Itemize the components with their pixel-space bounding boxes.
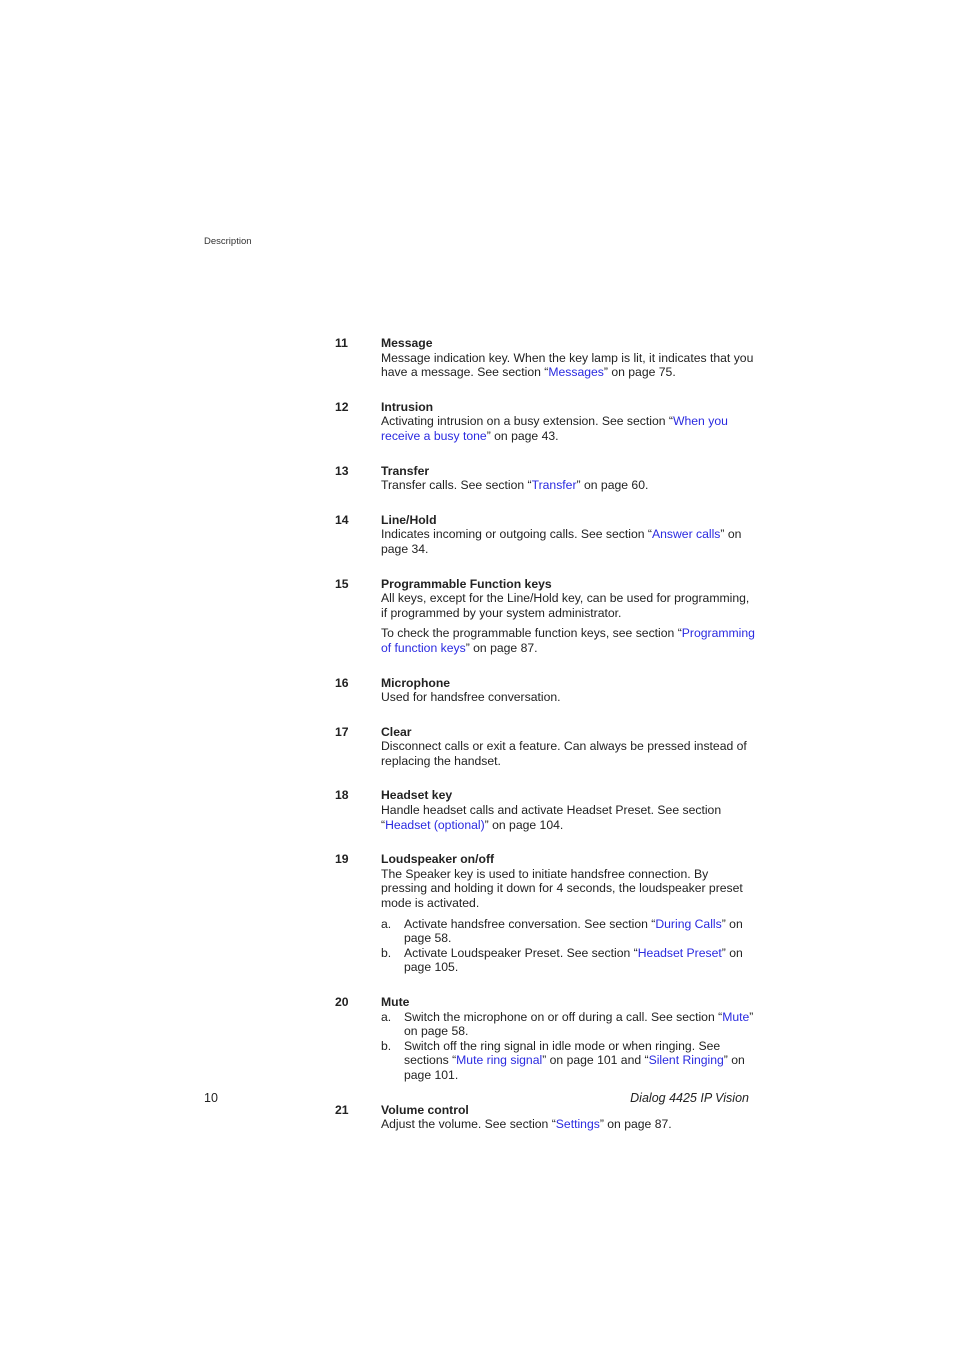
key-item [335, 995, 755, 1083]
sub-step [381, 1010, 755, 1039]
key-description [381, 803, 755, 832]
key-title: Clear [381, 724, 412, 739]
key-item [335, 788, 755, 832]
body-text: ” on page 101. [404, 1053, 745, 1082]
body-text: ” on page 87. [465, 640, 538, 655]
key-description [381, 414, 755, 443]
key-title: Message [381, 336, 433, 350]
key-item [335, 336, 755, 380]
cross-reference-link[interactable]: Messages [548, 365, 604, 380]
sub-step [381, 946, 755, 975]
page-number: 10 [204, 1091, 218, 1105]
body-text: ” on page 105. [404, 945, 743, 975]
cross-reference-link[interactable]: During Calls [655, 916, 722, 931]
body-text: Handle headset calls and activate Headset Preset. See section “ [381, 803, 722, 832]
cross-reference-link[interactable]: Headset Preset [637, 945, 722, 960]
key-description [381, 478, 755, 493]
key-number: 17 [335, 724, 349, 739]
cross-reference-link[interactable]: Mute ring signal [456, 1053, 543, 1068]
key-item [335, 464, 755, 493]
key-number: 19 [335, 852, 349, 867]
key-description [381, 867, 755, 911]
cross-reference-link[interactable]: Settings [555, 1117, 600, 1132]
key-item [335, 400, 755, 444]
body-text: Used for handsfree conversation. [381, 690, 561, 705]
key-number: 12 [335, 399, 349, 414]
key-title: Line/Hold [381, 512, 437, 527]
sub-step [381, 1039, 755, 1083]
body-text: Activate Loudspeaker Preset. See section “ [404, 945, 638, 960]
key-number: 13 [335, 463, 349, 478]
cross-reference-link[interactable]: When you receive a busy tone [381, 414, 728, 443]
key-number: 14 [335, 512, 349, 527]
sub-step [381, 917, 755, 946]
cross-reference-link[interactable]: Headset (optional) [385, 817, 485, 832]
key-title: Transfer [381, 463, 430, 478]
key-description [381, 591, 755, 620]
body-text: ” on page 104. [484, 817, 564, 832]
cross-reference-link[interactable]: Mute [722, 1009, 750, 1024]
body-text: The Speaker key is used to initiate handsfree connection. By pressing and holding it down for 4 seconds, the loudspeaker preset mode is activated. [381, 866, 743, 911]
sub-step-label: a. [381, 1009, 392, 1024]
body-text: ” on page 58. [404, 916, 743, 946]
key-description [381, 626, 755, 655]
sub-step-list [381, 917, 755, 975]
key-item [335, 1103, 755, 1132]
body-text: Adjust the volume. See section “ [381, 1117, 556, 1132]
body-text: Message indication key. When the key lamp is lit, it indicates that you have a message. See section “ [381, 350, 754, 380]
sub-step-list [381, 1010, 755, 1083]
key-title: Mute [381, 995, 410, 1009]
key-description [381, 690, 755, 705]
key-title: Volume control [381, 1102, 469, 1117]
key-description-list [335, 336, 755, 1132]
body-text: Disconnect calls or exit a feature. Can always be pressed instead of replacing the handset. [381, 739, 747, 768]
key-item [335, 513, 755, 557]
key-description [381, 739, 755, 768]
cross-reference-link[interactable]: Transfer [531, 478, 577, 493]
sub-step-label: b. [381, 945, 392, 960]
key-item [335, 577, 755, 656]
key-description [381, 351, 755, 380]
body-text: Activating intrusion on a busy extension. See section “ [381, 414, 673, 429]
key-description [381, 527, 755, 556]
key-item [335, 852, 755, 975]
cross-reference-link[interactable]: Silent Ringing [648, 1053, 724, 1068]
key-number: 21 [335, 1102, 349, 1117]
body-text: ” on page 101 and “ [542, 1053, 649, 1068]
sub-step-label: b. [381, 1038, 392, 1053]
key-number: 11 [335, 336, 348, 350]
key-title: Headset key [381, 788, 453, 803]
body-text: ” on page 43. [486, 428, 559, 443]
running-header: Description [204, 236, 252, 247]
key-description [381, 1117, 755, 1132]
product-name: Dialog 4425 IP Vision [630, 1091, 749, 1105]
body-text: Indicates incoming or outgoing calls. See section “ [381, 527, 652, 542]
key-title: Programmable Function keys [381, 576, 552, 591]
key-title: Loudspeaker on/off [381, 852, 495, 867]
sub-step-label: a. [381, 916, 392, 931]
body-text: ” on page 60. [576, 478, 649, 493]
key-number: 16 [335, 675, 349, 690]
body-text: All keys, except for the Line/Hold key, can be used for programming, if programmed by your system administrator. [381, 591, 750, 620]
body-text: Transfer calls. See section “ [381, 478, 532, 493]
key-item [335, 725, 755, 769]
body-text: To check the programmable function keys, see section “ [381, 626, 682, 641]
body-text: Switch the microphone on or off during a call. See section “ [404, 1009, 723, 1024]
body-text: ” on page 58. [404, 1009, 754, 1039]
body-text: ” on page 87. [599, 1117, 672, 1132]
key-number: 18 [335, 788, 349, 803]
body-text: ” on page 75. [603, 365, 676, 380]
cross-reference-link[interactable]: Answer calls [651, 527, 721, 542]
cross-reference-link[interactable]: Programming of function keys [381, 626, 755, 655]
key-title: Microphone [381, 675, 451, 690]
key-number: 20 [335, 995, 349, 1009]
body-text: ” on page 34. [381, 527, 742, 556]
key-item [335, 676, 755, 705]
key-title: Intrusion [381, 399, 434, 414]
body-text: Switch off the ring signal in idle mode or when ringing. See sections “ [404, 1038, 721, 1068]
key-number: 15 [335, 576, 349, 591]
body-text: Activate handsfree conversation. See section “ [404, 916, 656, 931]
